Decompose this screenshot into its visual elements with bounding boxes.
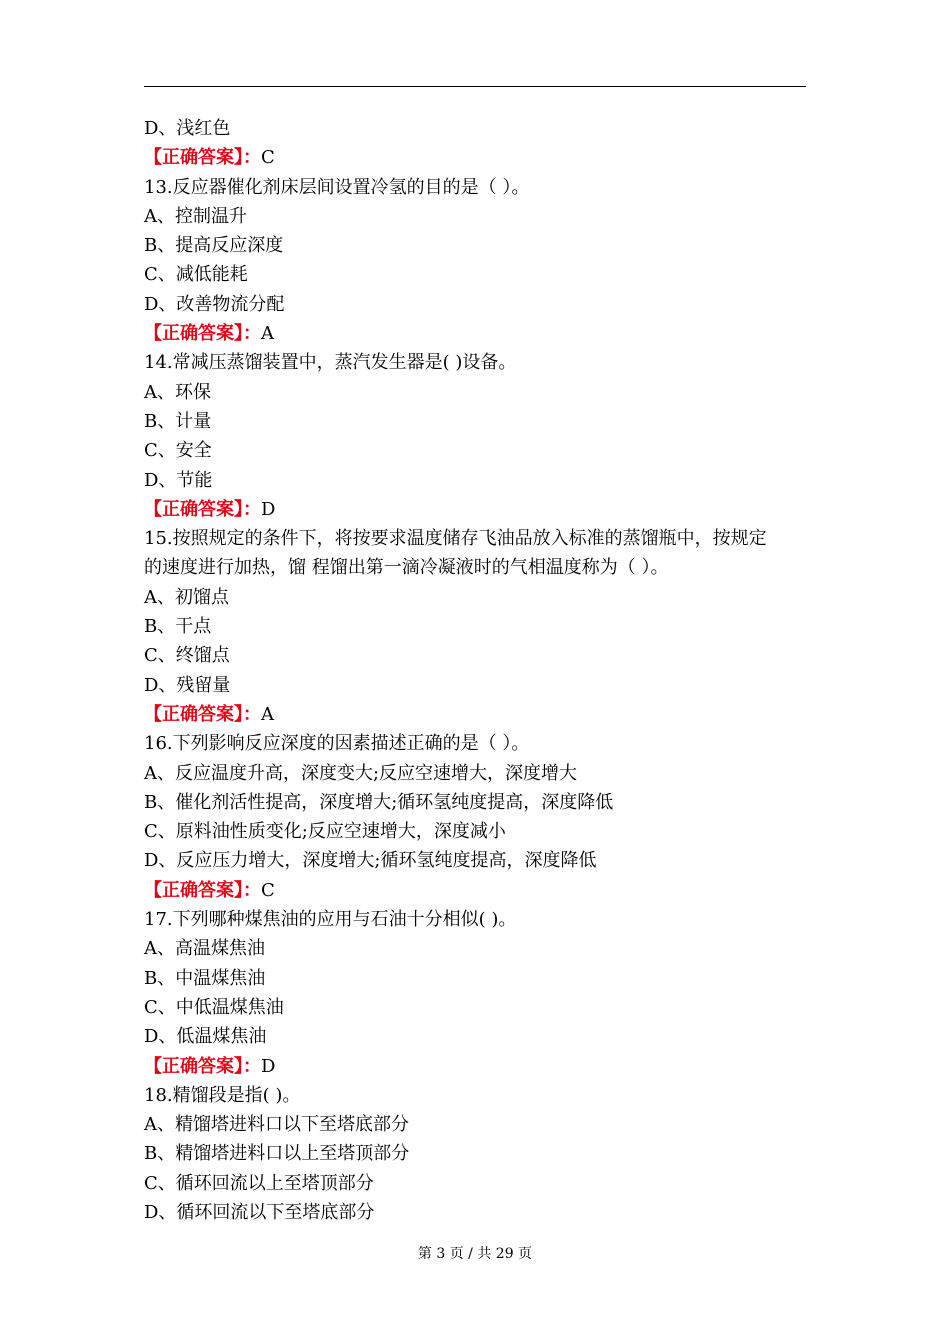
answer-line — [144, 876, 814, 905]
answer-line — [144, 143, 814, 172]
option-text: A、初馏点 — [144, 586, 229, 608]
answer-line — [144, 700, 814, 729]
option-text: C、循环回流以上至塔顶部分 — [144, 1172, 374, 1194]
option-text: A、反应温度升高，深度变大;反应空速增大，深度增大 — [144, 762, 578, 784]
header-rule — [144, 86, 806, 87]
option-text: D、循环回流以下至塔底部分 — [144, 1201, 375, 1223]
answer-value: D — [261, 1055, 276, 1077]
question-text: 14.常减压蒸馏装置中，蒸汽发生器是( )设备。 — [144, 352, 517, 374]
answer-value: C — [261, 879, 275, 901]
option-text: B、提高反应深度 — [144, 235, 284, 257]
question-text: 18.精馏段是指( )。 — [144, 1084, 301, 1106]
option-text: B、中温煤焦油 — [144, 967, 266, 989]
option-text: C、原料油性质变化;反应空速增大，深度减小 — [144, 821, 506, 843]
answer-tag: 【正确答案】： — [144, 147, 261, 169]
option-text: B、干点 — [144, 616, 212, 638]
option-text: A、控制温升 — [144, 205, 247, 227]
option-text: C、减低能耗 — [144, 264, 248, 286]
answer-value: A — [261, 703, 274, 725]
answer-value: D — [261, 498, 276, 520]
option-text: D、反应压力增大，深度增大;循环氢纯度提高，深度降低 — [144, 850, 597, 872]
question-text: 15.按照规定的条件下，将按要求温度储存飞油品放入标准的蒸馏瓶中，按规定 — [144, 528, 767, 550]
option-text: A、环保 — [144, 381, 211, 403]
answer-tag: 【正确答案】： — [144, 703, 261, 725]
answer-tag: 【正确答案】： — [144, 323, 261, 345]
option-text: D、低温煤焦油 — [144, 1026, 267, 1048]
option-text: B、计量 — [144, 410, 212, 432]
document-body — [144, 114, 814, 1227]
option-text: B、催化剂活性提高，深度增大;循环氢纯度提高，深度降低 — [144, 791, 614, 813]
question-text: 16.下列影响反应深度的因素描述正确的是（ ）。 — [144, 733, 530, 755]
option-text: D、节能 — [144, 469, 213, 491]
option-text: D、浅红色 — [144, 118, 231, 139]
answer-line — [144, 1052, 814, 1081]
option-text: A、精馏塔进料口以下至塔底部分 — [144, 1114, 409, 1136]
option-text: D、改善物流分配 — [144, 293, 285, 315]
question-text: 17.下列哪种煤焦油的应用与石油十分相似( )。 — [144, 909, 517, 931]
answer-line — [144, 319, 814, 348]
option-text: D、残留量 — [144, 674, 231, 696]
answer-tag: 【正确答案】： — [144, 879, 261, 901]
answer-tag: 【正确答案】： — [144, 498, 261, 520]
option-text: B、精馏塔进料口以上至塔顶部分 — [144, 1143, 410, 1165]
option-text: C、安全 — [144, 440, 212, 462]
answer-tag: 【正确答案】： — [144, 1055, 261, 1077]
text-line: 的速度进行加热，馏 程馏出第一滴冷凝液时的气相温度称为（ ）。 — [144, 557, 669, 579]
option-text: A、高温煤焦油 — [144, 938, 265, 960]
answer-value: A — [261, 323, 274, 345]
option-text: C、终馏点 — [144, 645, 230, 667]
question-text: 13.反应器催化剂床层间设置冷氢的目的是（ ）。 — [144, 176, 530, 198]
answer-value: C — [261, 147, 275, 169]
answer-line — [144, 495, 814, 524]
page-footer: 第 3 页 / 共 29 页 — [417, 1246, 533, 1262]
option-text: C、中低温煤焦油 — [144, 996, 284, 1018]
